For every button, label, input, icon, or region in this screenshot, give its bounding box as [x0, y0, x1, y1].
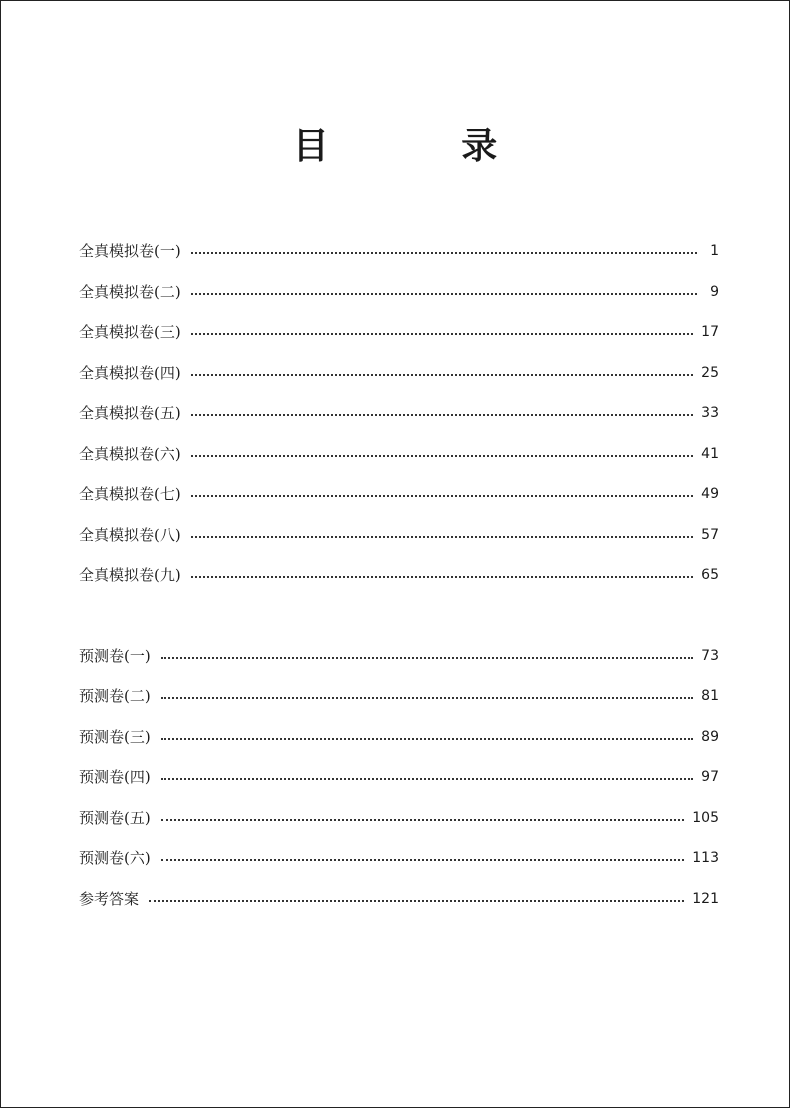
toc-entry[interactable] [79, 434, 719, 475]
table-of-contents [79, 231, 719, 919]
toc-entry[interactable] [79, 838, 719, 879]
toc-entry-label: 预测卷(三) [79, 727, 151, 746]
toc-entry-page: 1 [710, 243, 719, 260]
toc-entry-page: 81 [701, 688, 719, 705]
toc-entry-page: 49 [701, 486, 719, 503]
dot-leader [191, 493, 693, 497]
toc-entry-label: 全真模拟卷(四) [79, 363, 181, 382]
toc-entry-page: 113 [692, 850, 719, 867]
toc-entry[interactable] [79, 555, 719, 596]
toc-entry-label: 全真模拟卷(六) [79, 444, 181, 463]
toc-entry[interactable] [79, 636, 719, 677]
dot-leader [191, 372, 693, 376]
dot-leader [149, 898, 684, 902]
toc-entry-page: 73 [701, 647, 719, 664]
toc-entry-label: 全真模拟卷(二) [79, 282, 181, 301]
dot-leader [161, 817, 685, 821]
toc-entry[interactable] [79, 717, 719, 758]
toc-entry-page: 33 [701, 405, 719, 422]
toc-group-prediction-exams [79, 636, 719, 920]
dot-leader [191, 331, 693, 335]
toc-entry[interactable] [79, 879, 719, 920]
toc-entry-label: 预测卷(五) [79, 808, 151, 827]
dot-leader [191, 453, 693, 457]
toc-entry-label: 预测卷(四) [79, 768, 151, 787]
toc-entry-page: 17 [701, 324, 719, 341]
dot-leader [161, 736, 693, 740]
dot-leader [191, 291, 697, 295]
dot-leader [191, 250, 697, 254]
dot-leader [161, 695, 693, 699]
dot-leader [191, 534, 693, 538]
toc-entry-label: 全真模拟卷(三) [79, 323, 181, 342]
toc-entry-label: 全真模拟卷(九) [79, 566, 181, 585]
toc-entry[interactable] [79, 312, 719, 353]
dot-leader [161, 776, 693, 780]
toc-entry-label: 全真模拟卷(一) [79, 242, 181, 261]
toc-entry[interactable] [79, 676, 719, 717]
toc-entry-label: 预测卷(一) [79, 646, 151, 665]
toc-entry[interactable] [79, 353, 719, 394]
toc-entry-label: 预测卷(二) [79, 687, 151, 706]
toc-entry-label: 全真模拟卷(五) [79, 404, 181, 423]
toc-entry-page: 97 [701, 769, 719, 786]
toc-entry-label: 全真模拟卷(八) [79, 525, 181, 544]
toc-entry-page: 89 [701, 728, 719, 745]
toc-entry-page: 121 [692, 890, 719, 907]
toc-entry-page: 57 [701, 526, 719, 543]
toc-entry-label: 预测卷(六) [79, 849, 151, 868]
toc-entry[interactable] [79, 231, 719, 272]
toc-entry-page: 25 [701, 364, 719, 381]
page-title: 目 录 [292, 126, 558, 167]
dot-leader [191, 412, 693, 416]
dot-leader [161, 655, 693, 659]
toc-entry[interactable] [79, 515, 719, 556]
toc-entry[interactable] [79, 757, 719, 798]
toc-entry-page: 41 [701, 445, 719, 462]
toc-entry-page: 65 [701, 567, 719, 584]
toc-group-mock-exams [79, 231, 719, 596]
toc-entry[interactable] [79, 272, 719, 313]
dot-leader [161, 857, 685, 861]
toc-entry[interactable] [79, 393, 719, 434]
toc-entry-page: 105 [692, 809, 719, 826]
dot-leader [191, 574, 693, 578]
toc-entry[interactable] [79, 474, 719, 515]
toc-entry[interactable] [79, 798, 719, 839]
toc-entry-page: 9 [710, 283, 719, 300]
toc-entry-label: 参考答案 [79, 889, 140, 908]
toc-entry-label: 全真模拟卷(七) [79, 485, 181, 504]
